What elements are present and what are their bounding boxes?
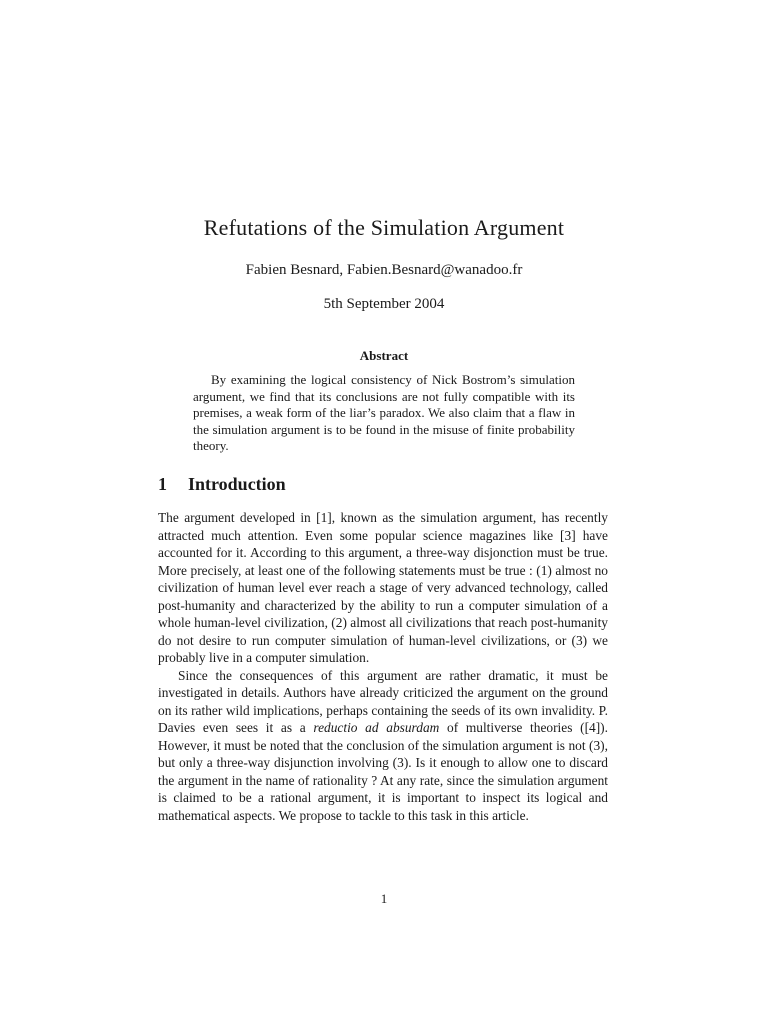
paragraph-2-part-2: of multiverse theories ([4]). However, it must be noted that the conclusion of the simulation argument is not (3), but only a three-way disjunction involving (3). Is it enough to allow one to discard the argument in the name of rationality ? At any rate, since the simulation argument is claimed to be a rational argument, it is important to inspect its logical and mathematical aspects. We propose to tackle to this task in this article. bbox=[158, 720, 608, 823]
author-line: Fabien Besnard, Fabien.Besnard@wanadoo.fr bbox=[245, 262, 523, 278]
paragraph-2-part-1: Since the consequences of this argument are rather dramatic, it must be investigated in details. Authors have already criticized the argument on the ground on its rather wild implications, perhaps containing the seeds of its own invalidity. P. Davies even sees it as a bbox=[158, 667, 608, 735]
paper-title: Refutations of the Simulation Argument bbox=[203, 215, 565, 240]
abstract-text: By examining the logical consistency of Nick Bostrom’s simulation argument, we find that its conclusions are not fully compatible with its premises, a weak form of the liar’s paradox. We also claim that a flaw in the simulation argument is to be found in the misuse of finite probability theory. bbox=[193, 372, 575, 453]
publication-date: 5th September 2004 bbox=[323, 296, 445, 312]
paragraph-2-italic: reductio ad absurdam bbox=[313, 720, 440, 735]
introduction-body bbox=[158, 509, 608, 824]
abstract-heading: Abstract bbox=[359, 348, 409, 363]
paragraph-1: The argument developed in [1], known as the simulation argument, has recently attracted much attention. Even some popular science magazines like [3] have accounted for it. According to this argument, a three-way disjonction must be true. More precisely, at least one of the following statements must be true : (1) almost no civilization of human level ever reach a stage of very advanced technology, called post-humanity and characterized by the ability to run a computer simulation of a whole human-level civilization, (2) almost all civilizations that reach post-humanity do not desire to run computer simulation of human-level civilizations, or (3) we probably live in a computer simulation. bbox=[158, 510, 608, 665]
page-number: 1 bbox=[380, 891, 388, 906]
section-title: Introduction bbox=[188, 474, 286, 494]
section-heading-introduction bbox=[158, 474, 286, 495]
paragraph-2 bbox=[158, 667, 608, 825]
section-number: 1 bbox=[158, 474, 167, 494]
